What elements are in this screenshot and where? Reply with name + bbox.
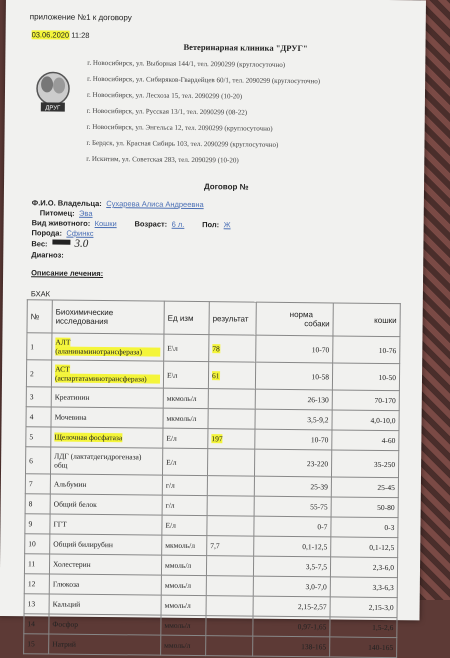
cats-norm-cell-text: 2,15-3,0 <box>369 603 394 612</box>
cats-norm-cell <box>330 637 397 658</box>
cats-norm-cell <box>331 450 398 478</box>
num-cell-text: 6 <box>29 456 33 465</box>
name-subtext: (аспартатаминотрансфераза) <box>55 374 160 384</box>
num-cell-text: 12 <box>28 579 36 588</box>
cats-norm-cell-text: 10-50 <box>378 372 396 381</box>
species-label: Вид животного: <box>32 218 91 228</box>
unit-cell <box>162 515 207 535</box>
unit-cell <box>161 635 206 655</box>
name-cell <box>51 387 163 408</box>
header-unit: Ед изм <box>164 301 209 334</box>
result-cell <box>208 409 255 429</box>
weight-value: 3.0 <box>74 238 88 250</box>
name-cell-text: Натрий <box>52 640 76 649</box>
dogs-norm-cell-text: 10-70 <box>311 435 329 444</box>
dogs-norm-cell-text: 2,15-2,57 <box>298 602 327 611</box>
name-cell-text: АЛТ <box>55 338 70 347</box>
result-cell <box>206 596 253 616</box>
result-cell <box>208 362 255 389</box>
owner-value: Сухарева Алиса Андреевна <box>106 199 203 209</box>
logo-text: ДРУГ <box>45 105 61 111</box>
unit-cell-text: Е/л <box>165 521 176 530</box>
unit-cell-text: Е\л <box>167 370 178 379</box>
dogs-norm-cell <box>255 409 332 430</box>
num-cell-text: 5 <box>29 432 33 441</box>
dogs-norm-cell <box>254 449 331 477</box>
unit-cell <box>163 428 208 448</box>
result-cell-text: 61 <box>212 371 220 380</box>
result-cell <box>206 576 253 596</box>
unit-cell <box>162 495 207 515</box>
num-cell <box>25 514 50 534</box>
clinic-logo <box>35 68 72 116</box>
unit-cell-text: ммоль/л <box>165 561 191 570</box>
dogs-norm-cell <box>254 516 331 537</box>
clinic-address: г. Новосибирск, ул. Выборная 144/1, тел. 2090299 (круглосуточно) <box>87 59 285 69</box>
document-time: 11:28 <box>71 31 89 40</box>
num-cell <box>26 387 51 407</box>
result-cell <box>208 389 255 409</box>
dogs-norm-cell-text: 0-7 <box>317 522 327 531</box>
name-cell-text: Глюкоза <box>53 580 80 589</box>
num-cell-text: 3 <box>30 392 34 401</box>
result-cell <box>207 449 254 476</box>
table-row <box>27 333 400 364</box>
clinic-address: г. Искитим, ул. Советская 283, тел. 2090299 (10-20) <box>86 155 238 165</box>
species-value: Кошки <box>95 219 117 228</box>
cats-norm-cell <box>332 363 399 391</box>
num-cell <box>24 594 49 614</box>
name-cell-text: АСТ <box>55 365 70 374</box>
num-cell <box>24 614 49 634</box>
name-cell <box>50 447 162 475</box>
cats-norm-cell-text: 3,3-6,3 <box>373 583 394 592</box>
cats-norm-cell-text: 140-165 <box>368 643 393 652</box>
document-date: 03.06.2020 <box>32 30 70 39</box>
name-cell-text: Креатинин <box>55 393 90 402</box>
table-row <box>24 634 397 658</box>
unit-cell-text: мкмоль/л <box>167 394 197 403</box>
header-num: № <box>27 300 52 333</box>
pet-label: Питомец: <box>40 208 75 217</box>
cats-norm-cell <box>330 577 397 598</box>
dogs-norm-cell <box>255 429 332 450</box>
cats-norm-cell-text: 1,5-2,6 <box>372 623 393 632</box>
num-cell <box>25 494 50 514</box>
result-cell <box>207 496 254 516</box>
name-cell <box>51 427 163 448</box>
header-dogs-label: собаки <box>260 319 330 329</box>
name-cell <box>50 474 162 495</box>
dogs-norm-cell-text: 3,0-7,0 <box>306 582 327 591</box>
name-cell <box>50 534 162 555</box>
name-cell-text: Фосфор <box>52 620 78 629</box>
unit-cell-text: мкмоль/л <box>167 414 197 423</box>
result-cell <box>207 536 254 556</box>
unit-cell-text: г/л <box>166 501 175 510</box>
pet-value: Эва <box>79 209 93 218</box>
cats-norm-cell <box>330 617 397 638</box>
dogs-norm-cell-text: 3,5-9,2 <box>307 415 328 424</box>
cats-norm-cell <box>331 517 398 538</box>
result-cell <box>206 636 253 656</box>
header-dogs <box>256 302 333 336</box>
unit-cell <box>161 575 206 595</box>
name-cell-text: ЛДГ (лактатдегидрогеназа) <box>54 452 141 462</box>
contract-title: Договор № <box>204 182 249 191</box>
unit-cell-text: мкмоль/л <box>165 541 195 550</box>
cats-norm-cell-text: 25-45 <box>377 483 395 492</box>
breed-value: Сфинкс <box>66 229 93 238</box>
clinic-address: г. Новосибирск, ул. Энгельса 12, тел. 2090299 (круглосуточно) <box>87 123 273 133</box>
table-row <box>25 447 398 478</box>
name-cell-text: Холестерин <box>53 560 91 569</box>
clinic-address: г. Новосибирск, ул. Сибиряков-Гвардейцев 60/1, тел. 2090299 (круглосуточно) <box>87 75 320 85</box>
num-cell <box>24 554 49 574</box>
unit-cell <box>163 361 208 388</box>
unit-cell-text: ммоль/л <box>165 601 191 610</box>
cats-norm-cell <box>331 497 398 518</box>
num-cell-text: 9 <box>28 519 32 528</box>
unit-cell-text: г/л <box>166 481 175 490</box>
dogs-norm-cell-text: 55-75 <box>310 502 328 511</box>
num-cell-text: 4 <box>30 412 34 421</box>
name-cell-text: Общий белок <box>54 500 97 509</box>
result-cell-text: 7,7 <box>210 541 219 550</box>
dogs-norm-cell <box>253 576 330 597</box>
cats-norm-cell <box>331 477 398 498</box>
name-cell-text: Щелочная фосфатаза <box>54 433 122 443</box>
num-cell-text: 1 <box>30 342 34 351</box>
age-label: Возраст: <box>134 219 167 228</box>
unit-cell <box>161 595 206 615</box>
dogs-norm-cell-text: 0,97-1,65 <box>298 622 327 631</box>
header-cats: кошки <box>333 303 400 337</box>
dogs-norm-cell <box>254 476 331 497</box>
clinic-address: г. Новосибирск, ул. Русская 13/1, тел. 2090299 (08-22) <box>87 107 247 117</box>
cats-norm-cell <box>330 557 397 578</box>
cats-norm-cell-text: 0,1-12,5 <box>369 543 394 552</box>
dogs-norm-cell <box>253 556 330 577</box>
name-cell <box>49 574 161 595</box>
dogs-norm-cell-text: 0,1-12,5 <box>302 542 327 551</box>
result-cell <box>209 335 256 362</box>
dogs-norm-cell-text: 138-165 <box>301 642 326 651</box>
unit-cell <box>162 535 207 555</box>
dogs-norm-cell <box>253 616 330 637</box>
cats-norm-cell-text: 4-60 <box>382 436 396 445</box>
table-caption: БХАК <box>31 289 50 298</box>
num-cell-text: 7 <box>29 479 33 488</box>
name-cell <box>50 514 162 535</box>
weight-label: Вес: <box>31 239 47 248</box>
redacted-mark <box>52 240 70 245</box>
cats-norm-cell <box>330 597 397 618</box>
name-cell <box>52 333 164 361</box>
name-cell-text: Общий билирубин <box>53 540 113 550</box>
num-cell <box>24 574 49 594</box>
num-cell-text: 10 <box>28 539 36 548</box>
result-cell-text: 197 <box>211 434 222 443</box>
breed-label: Порода: <box>31 228 62 237</box>
dogs-norm-cell-text: 3,5-7,5 <box>306 562 327 571</box>
dogs-norm-cell <box>255 389 332 410</box>
num-cell-text: 15 <box>27 639 35 648</box>
name-cell <box>51 407 163 428</box>
dogs-norm-cell-text: 25-39 <box>310 482 328 491</box>
num-cell <box>25 447 50 474</box>
name-cell-text: ГГТ <box>53 520 66 529</box>
cats-norm-cell <box>332 390 399 411</box>
dogs-norm-cell <box>255 362 332 390</box>
name-cell-text: Мочевина <box>55 413 87 422</box>
name-cell <box>49 594 161 615</box>
unit-cell-text: Е\л <box>167 343 178 352</box>
name-subtext: (аланинаминотрансфераза) <box>55 347 160 357</box>
age-value: 6 л. <box>172 220 185 229</box>
unit-cell <box>161 615 206 635</box>
clinic-address: г. Бердск, ул. Красная Сибирь 103, тел. 2090299 (круглосуточно) <box>86 139 278 149</box>
num-cell-text: 11 <box>28 559 35 568</box>
name-cell <box>49 614 161 635</box>
unit-cell <box>164 334 209 361</box>
num-cell <box>25 474 50 494</box>
cats-norm-cell-text: 70-170 <box>374 396 395 405</box>
result-cell <box>207 516 254 536</box>
unit-cell <box>163 388 208 408</box>
cats-norm-cell-text: 10-76 <box>379 345 397 354</box>
name-cell <box>49 634 161 655</box>
document-datetime <box>32 30 90 40</box>
unit-cell-text: Е/л <box>166 434 177 443</box>
num-cell <box>26 360 51 387</box>
num-cell-text: 13 <box>28 599 36 608</box>
sex-label: Пол: <box>202 220 219 229</box>
attachment-label: приложение №1 к договору <box>30 12 132 22</box>
dogs-norm-cell-text: 26-130 <box>307 395 328 404</box>
sex-value: Ж <box>224 220 231 229</box>
owner-label: Ф.И.О. Владельца: <box>32 198 102 208</box>
cats-norm-cell <box>333 336 400 364</box>
num-cell <box>26 407 51 427</box>
cats-norm-cell-text: 0-3 <box>384 523 394 532</box>
num-cell <box>27 333 52 360</box>
clinic-address: г. Новосибирск, ул. Лесхоза 15, тел. 2090299 (10-20) <box>87 91 242 101</box>
result-cell <box>206 556 253 576</box>
header-norm: норма <box>260 310 330 320</box>
num-cell-text: 2 <box>30 369 34 378</box>
unit-cell <box>161 555 206 575</box>
cats-norm-cell-text: 50-80 <box>377 503 395 512</box>
unit-cell <box>162 448 207 475</box>
cats-norm-cell <box>332 430 399 451</box>
header-result: результат <box>209 302 256 335</box>
num-cell <box>24 634 49 654</box>
dogs-norm-cell-text: 10-58 <box>311 372 329 381</box>
dogs-norm-cell <box>253 636 330 657</box>
dogs-norm-cell <box>254 496 331 517</box>
dogs-norm-cell-text: 10-70 <box>312 345 330 354</box>
num-cell-text: 14 <box>27 619 35 628</box>
num-cell <box>25 534 50 554</box>
name-cell <box>51 360 163 388</box>
dogs-norm-cell <box>254 536 331 557</box>
cats-norm-cell-text: 35-250 <box>374 459 395 468</box>
name-cell-text: Кальций <box>53 600 81 609</box>
num-cell <box>26 427 51 447</box>
table-header-row <box>27 300 400 337</box>
dogs-norm-cell-text: 23-220 <box>307 459 328 468</box>
unit-cell-text: Е/л <box>166 457 177 466</box>
unit-cell-text: ммоль/л <box>165 581 191 590</box>
result-cell <box>208 429 255 449</box>
header-name: Биохимические исследования <box>52 300 164 334</box>
cats-norm-cell <box>332 410 399 431</box>
name-subtext: общ <box>54 461 159 471</box>
biochem-table <box>23 299 401 658</box>
diagnosis-label: Диагноз: <box>31 250 64 259</box>
num-cell-text: 8 <box>29 499 33 508</box>
weight-row <box>31 233 88 252</box>
cats-norm-cell <box>331 537 398 558</box>
name-cell-text: Альбумин <box>54 480 87 489</box>
unit-cell-text: ммоль/л <box>164 641 190 650</box>
dogs-norm-cell <box>253 596 330 617</box>
result-cell-text: 78 <box>212 344 220 353</box>
cats-norm-cell-text: 2,3-6,0 <box>373 563 394 572</box>
unit-cell <box>162 475 207 495</box>
unit-cell <box>163 408 208 428</box>
clinic-name: Ветеринарная клиника "ДРУГ" <box>183 42 307 53</box>
name-cell <box>49 554 161 575</box>
table-row <box>26 360 399 391</box>
cats-norm-cell-text: 4,0-10,0 <box>371 416 396 425</box>
name-cell <box>50 494 162 515</box>
unit-cell-text: ммоль/л <box>164 621 190 630</box>
result-cell <box>207 476 254 496</box>
dogs-norm-cell <box>256 335 333 363</box>
treatment-label: Описание лечения: <box>31 268 103 278</box>
result-cell <box>206 616 253 636</box>
